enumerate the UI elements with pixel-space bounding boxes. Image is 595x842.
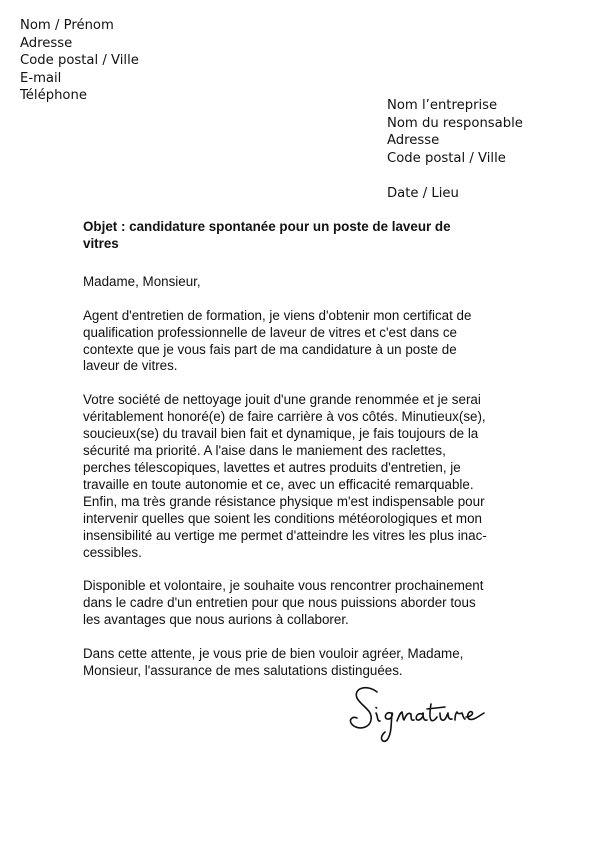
paragraph-line: qualification professionnelle de laveur de vitres et c'est dans ce [83, 324, 457, 340]
sender-block [20, 17, 139, 105]
paragraph-line: Monsieur, l'assurance de mes salutations distinguées. [83, 663, 403, 679]
sender-phone: Téléphone [20, 88, 87, 104]
sender-postcode-city: Code postal / Ville [20, 53, 139, 69]
letter-body [83, 219, 533, 680]
paragraph-line: Votre société de nettoyage jouit d'une grande renommée et je serai [83, 392, 481, 408]
paragraph-line: soucieux(se) du travail bien fait et dynamique, je fais toujours de la [83, 426, 479, 442]
signature-mark [345, 680, 490, 750]
paragraph-line: insensibilité au vertige me permet d'atteindre les vitres les plus inac- [83, 527, 487, 543]
paragraph-line: travaille en toute autonomie et ce, avec un efficacité remarquable. [83, 476, 474, 492]
paragraph-line: les avantages que nous aurions à collaborer. [83, 612, 349, 628]
recipient-address: Adresse [387, 133, 440, 149]
recipient-company: Nom l’entreprise [387, 98, 498, 113]
paragraph-line: dans le cadre d'un entretien pour que nous puissions aborder tous [83, 595, 476, 611]
paragraph-line: laveur de vitres. [83, 358, 178, 374]
recipient-block [387, 97, 523, 167]
paragraph-line: sécurité ma priorité. A l'aise dans le maniement des raclettes, [83, 443, 446, 459]
sender-email: E-mail [20, 70, 62, 86]
paragraph-qualities [83, 392, 533, 561]
signature [345, 680, 490, 750]
paragraph-closing [83, 646, 533, 680]
paragraph-line: Agent d'entretien de formation, je viens d'obtenir mon certificat de [83, 307, 472, 323]
paragraph-intro [83, 308, 533, 376]
recipient-postcode-city: Code postal / Ville [387, 150, 506, 166]
paragraph-line: perches télescopiques, lavettes et autres produits d'entretien, je [83, 459, 461, 475]
sender-name: Nom / Prénom [20, 18, 114, 33]
sender-address: Adresse [20, 35, 73, 51]
greeting: Madame, Monsieur, [83, 273, 201, 289]
recipient-manager: Nom du responsable [387, 115, 523, 131]
paragraph-line: Enfin, ma très grande résistance physique m'est indispensable pour [83, 493, 485, 509]
paragraph-line: véritablement honoré(e) de faire carrière à vos côtés. Minutieux(se), [83, 409, 486, 425]
subject-line [83, 219, 533, 253]
paragraph-line: cessibles. [83, 544, 142, 560]
paragraph-line: Dans cette attente, je vous prie de bien vouloir agréer, Madame, [83, 646, 464, 662]
paragraph-line: Disponible et volontaire, je souhaite vous rencontrer prochainement [83, 578, 484, 594]
subject-line-text: Objet : candidature spontanée pour un poste de laveur de [83, 219, 451, 234]
date-place: Date / Lieu [387, 186, 459, 201]
paragraph-line: intervenir quelles que soient les conditions météorologiques et mon [83, 510, 482, 526]
paragraph-availability [83, 578, 533, 629]
paragraph-line: contexte que je vous fais part de ma candidature à un poste de [83, 341, 457, 357]
subject-line-text: vitres [83, 235, 119, 251]
